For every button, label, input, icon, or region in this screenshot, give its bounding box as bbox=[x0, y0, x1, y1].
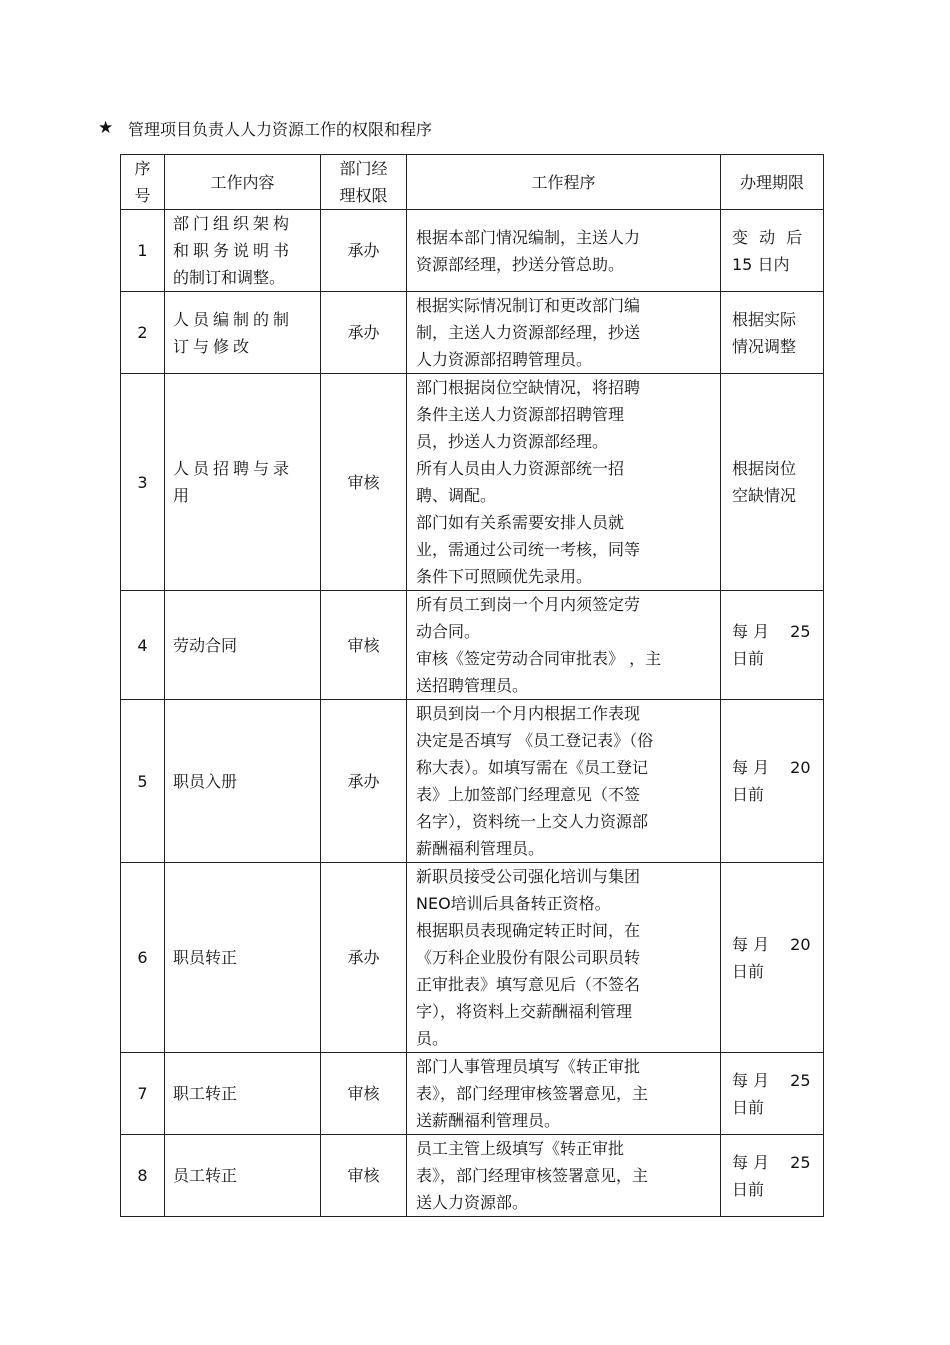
row-content: 职员入册 bbox=[165, 700, 321, 863]
row-authority: 审核 bbox=[321, 374, 407, 591]
row-procedure: 部门根据岗位空缺情况，将招聘 条件主送人力资源部招聘管理 员，抄送人力资源部经理。 所有人员由人力资源部统一招 聘、调配。 部门如有关系需要安排人员就 业，需通过公司统一考核，同等 条件下可照顾优先录用。 bbox=[407, 374, 721, 591]
table-row bbox=[121, 1053, 824, 1135]
row-content: 人员招聘与录 用 bbox=[165, 374, 321, 591]
row-authority: 审核 bbox=[321, 1135, 407, 1217]
header-content: 工作内容 bbox=[165, 155, 321, 210]
title-text: 管理项目负责人人力资源工作的权限和程序 bbox=[128, 119, 433, 139]
row-content: 职工转正 bbox=[165, 1053, 321, 1135]
row-procedure: 部门人事管理员填写《转正审批 表》，部门经理审核签署意见，主 送薪酬福利管理员。 bbox=[407, 1053, 721, 1135]
row-procedure: 职员到岗一个月内根据工作表现 决定是否填写 《员工登记表》（俗 称大表）。如填写需在《员工登记 表》上加签部门经理意见（不签 名字），资料统一上交人力资源部 薪酬福利管理员。 bbox=[407, 700, 721, 863]
row-authority: 承办 bbox=[321, 292, 407, 374]
table-row bbox=[121, 591, 824, 700]
table-row bbox=[121, 210, 824, 292]
row-deadline: 每 月 25 日前 bbox=[721, 1135, 824, 1217]
row-num: 1 bbox=[121, 210, 165, 292]
row-num: 5 bbox=[121, 700, 165, 863]
row-deadline: 变 动 后 15 日内 bbox=[721, 210, 824, 292]
row-num: 8 bbox=[121, 1135, 165, 1217]
row-authority: 承办 bbox=[321, 863, 407, 1053]
row-deadline: 根据实际 情况调整 bbox=[721, 292, 824, 374]
row-procedure: 员工主管上级填写《转正审批 表》，部门经理审核签署意见，主 送人力资源部。 bbox=[407, 1135, 721, 1217]
row-deadline: 每 月 20 日前 bbox=[721, 700, 824, 863]
row-procedure: 新职员接受公司强化培训与集团 NEO培训后具备转正资格。 根据职员表现确定转正时间，在 《万科企业股份有限公司职员转 正审批表》填写意见后（不签名 字），将资料上交薪酬福利管理 员。 bbox=[407, 863, 721, 1053]
row-content: 劳动合同 bbox=[165, 591, 321, 700]
row-deadline: 根据岗位 空缺情况 bbox=[721, 374, 824, 591]
row-num: 6 bbox=[121, 863, 165, 1053]
row-num: 4 bbox=[121, 591, 165, 700]
row-content: 人员编制的制 订与修改 bbox=[165, 292, 321, 374]
row-procedure: 根据本部门情况编制，主送人力 资源部经理，抄送分管总助。 bbox=[407, 210, 721, 292]
table-row bbox=[121, 700, 824, 863]
row-deadline: 每 月 25 日前 bbox=[721, 591, 824, 700]
document-title bbox=[98, 116, 432, 140]
row-deadline: 每 月 25 日前 bbox=[721, 1053, 824, 1135]
row-num: 2 bbox=[121, 292, 165, 374]
row-content: 员工转正 bbox=[165, 1135, 321, 1217]
table-header-row bbox=[121, 155, 824, 210]
table-row bbox=[121, 374, 824, 591]
row-num: 7 bbox=[121, 1053, 165, 1135]
row-authority: 承办 bbox=[321, 700, 407, 863]
row-authority: 审核 bbox=[321, 591, 407, 700]
table-row bbox=[121, 863, 824, 1053]
header-deadline: 办理期限 bbox=[721, 155, 824, 210]
row-content: 职员转正 bbox=[165, 863, 321, 1053]
row-procedure: 所有员工到岗一个月内须签定劳 动合同。 审核《签定劳动合同审批表》 ，主 送招聘管理员。 bbox=[407, 591, 721, 700]
row-procedure: 根据实际情况制订和更改部门编 制，主送人力资源部经理，抄送 人力资源部招聘管理员。 bbox=[407, 292, 721, 374]
table-row bbox=[121, 1135, 824, 1217]
row-authority: 审核 bbox=[321, 1053, 407, 1135]
row-content: 部门组织架构 和职务说明书 的制订和调整。 bbox=[165, 210, 321, 292]
row-deadline: 每 月 20 日前 bbox=[721, 863, 824, 1053]
header-num: 序 号 bbox=[121, 155, 165, 210]
row-num: 3 bbox=[121, 374, 165, 591]
table-row bbox=[121, 292, 824, 374]
header-procedure: 工作程序 bbox=[407, 155, 721, 210]
authority-procedure-table bbox=[120, 154, 824, 1217]
header-authority: 部门经 理权限 bbox=[321, 155, 407, 210]
star-icon: ★ bbox=[98, 118, 114, 138]
row-authority: 承办 bbox=[321, 210, 407, 292]
